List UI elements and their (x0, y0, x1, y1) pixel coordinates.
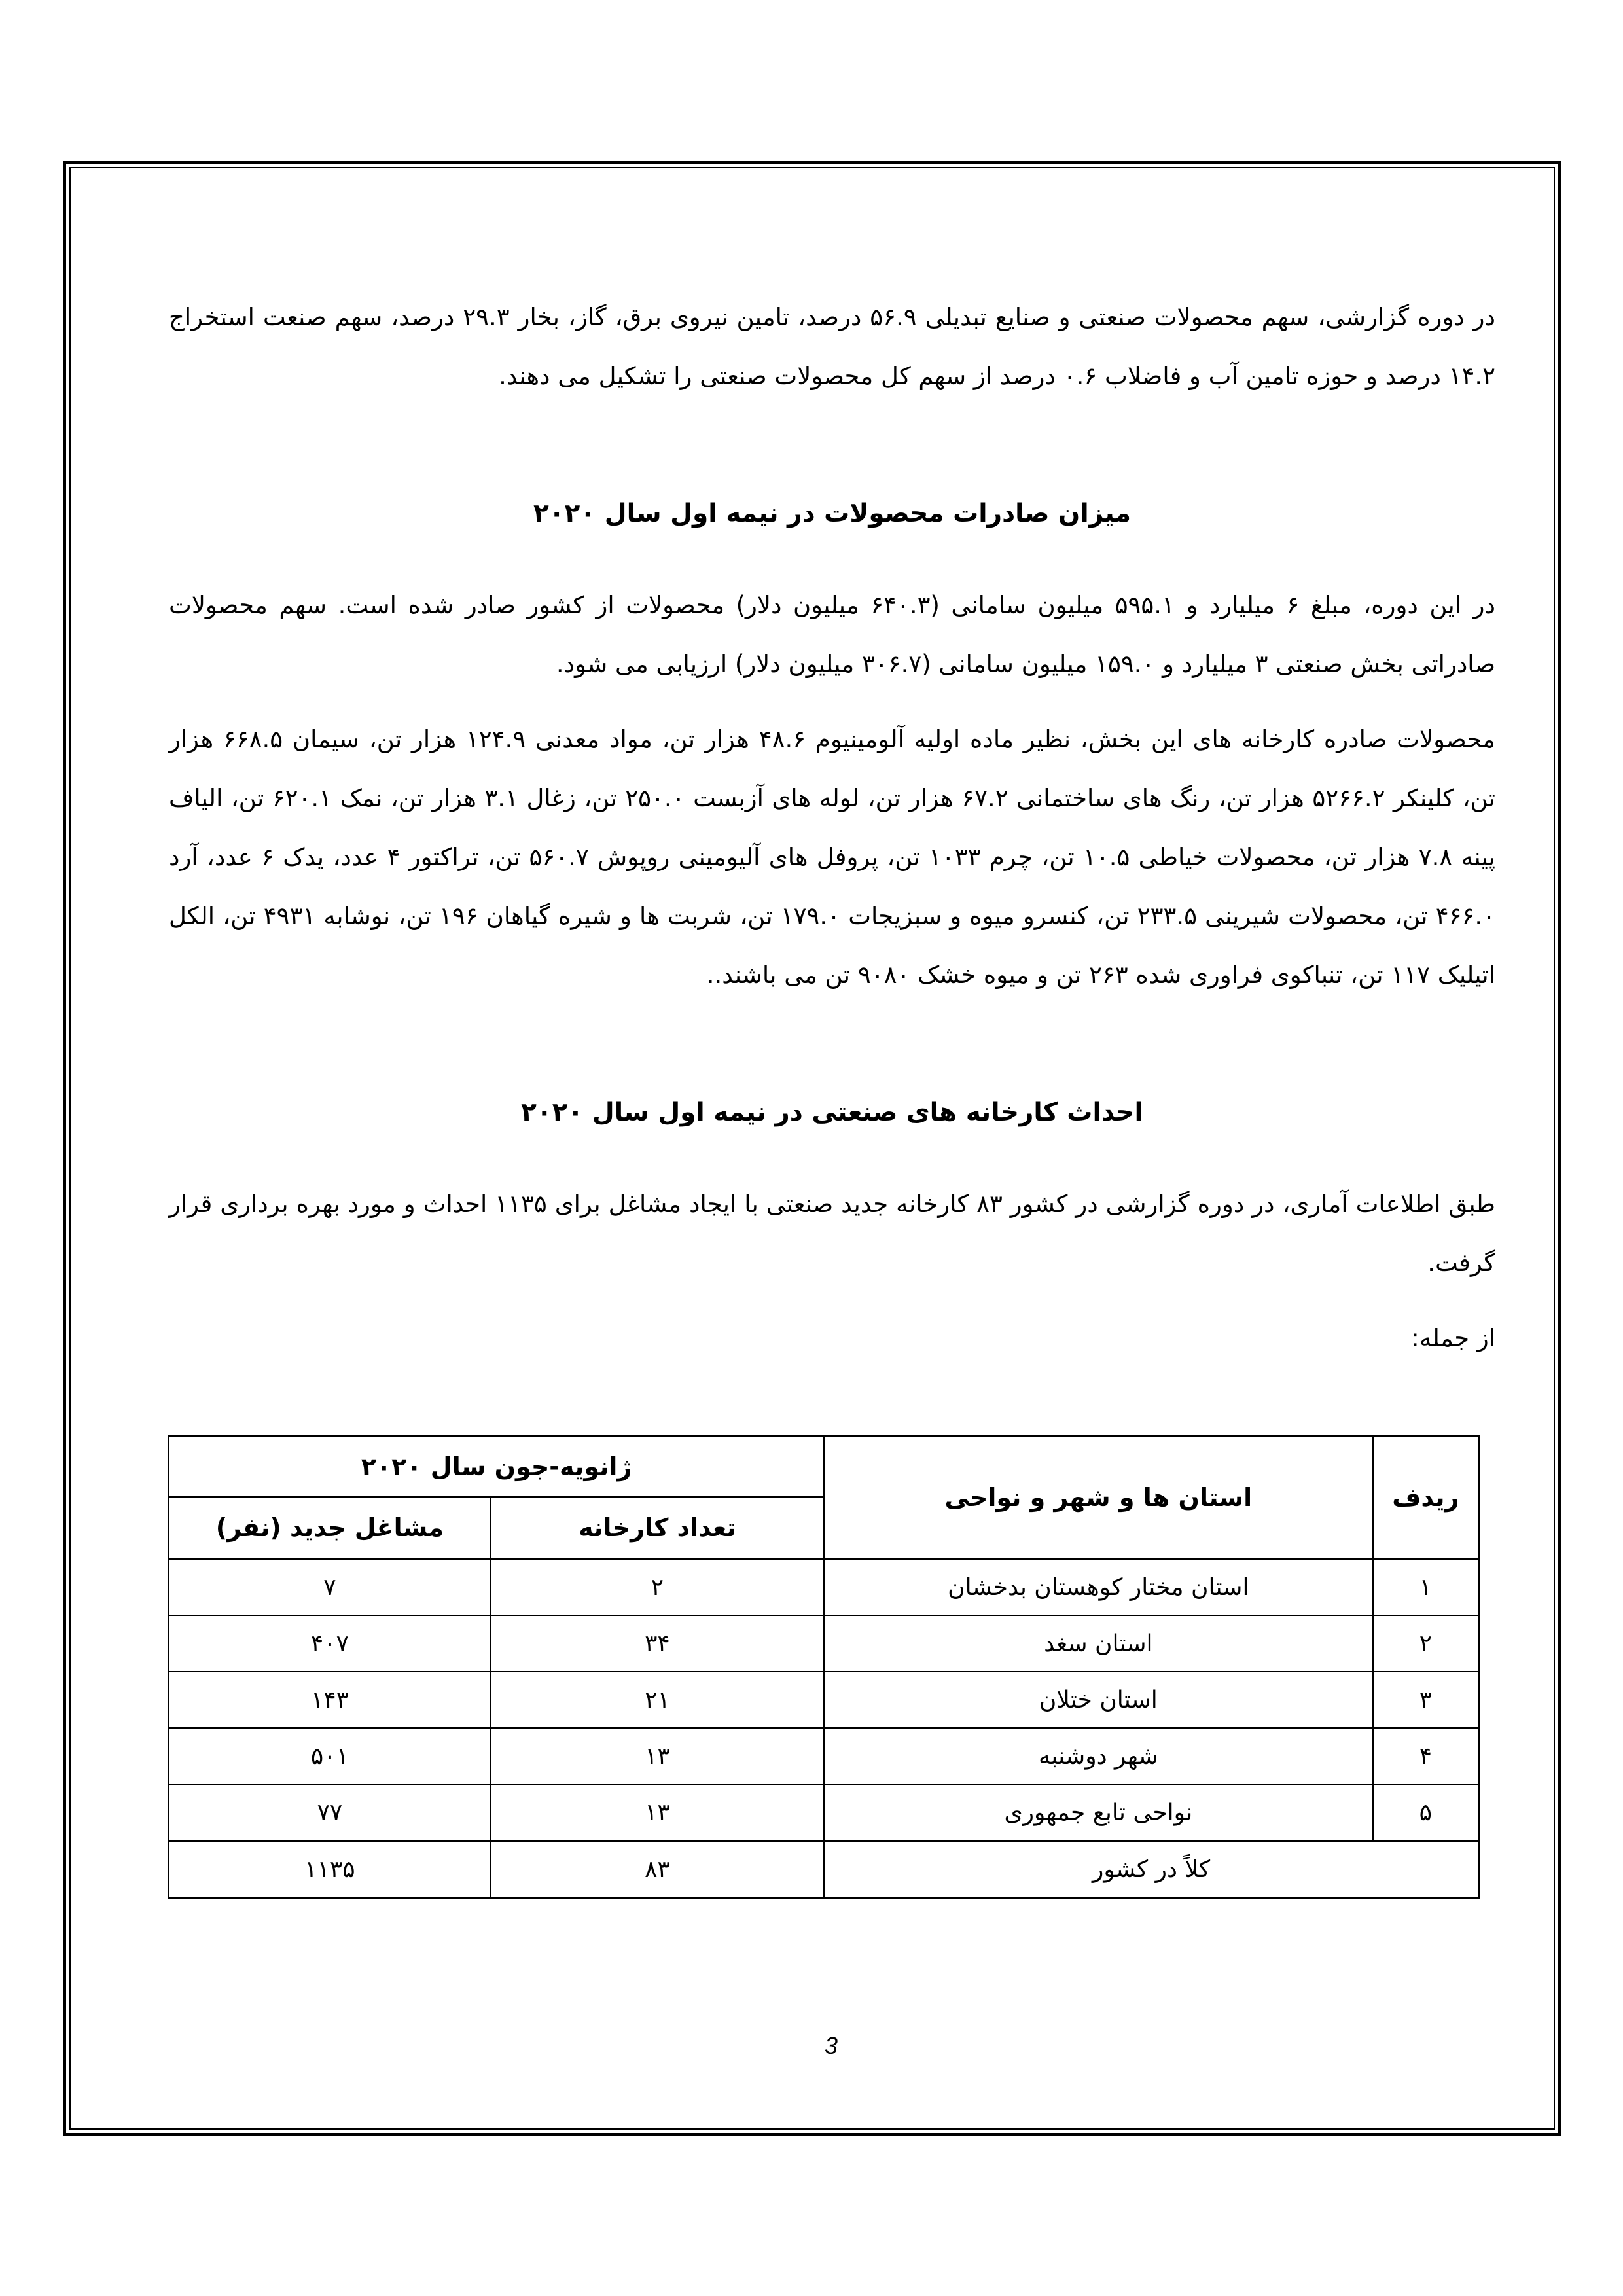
cell-factories: ۳۴ (491, 1615, 824, 1672)
cell-jobs: ۴۰۷ (169, 1615, 491, 1672)
cell-region: استان سغد (824, 1615, 1373, 1672)
paragraph-including: از جمله: (1411, 1324, 1495, 1352)
cell-jobs: ۷۷ (169, 1784, 491, 1841)
cell-jobs: ۷ (169, 1559, 491, 1616)
paragraph-export-products: محصولات صادره کارخانه های این بخش، نظیر ماده اولیه آلومینیوم ۴۸.۶ هزار تن، مواد معدنی ۱۲۴.۹ هزار تن، سیمان ۶۶۸.۵ هزار تن، کلینکر ۵۲۶۶.۲ هزار تن، رنگ های ساختمانی ۶۷.۲ هزار تن، لوله های آزبست ۲۵۰.۰ تن، زغال ۳.۱ هزار تن، نمک ۶۲۰.۱ تن، الیاف پینه ۷.۸ هزار تن، محصولات خیاطی ۱۰.۵ تن، چرم ۱۰۳۳ تن، پروفل های آلیومینی روپوش ۵۶۰.۷ تن، تراکتور ۴ عدد، یدک ۶ عدد، آرد ۴۶۶.۰ تن، محصولات شیرینی ۲۳۳.۵ تن، کنسرو میوه و سبزیجات ۱۷۹.۰ تن، شربت ها و شیره گیاهان ۱۹۶ تن، نوشابه ۴۹۳۱ تن، الکل اتیلیک ۱۱۷ تن، تنباکوی فراوری شده ۲۶۳ تن و میوه خشک ۹۰۸۰ تن می باشند.. (169, 725, 1495, 989)
cell-factories: ۱۳ (491, 1728, 824, 1784)
cell-region: استان ختلان (824, 1672, 1373, 1728)
header-radif: ریدف (1373, 1436, 1479, 1559)
cell-region: استان مختار کوهستان بدخشان (824, 1559, 1373, 1616)
cell-factories: ۲ (491, 1559, 824, 1616)
heading-exports: میزان صادرات محصولات در نیمه اول سال ۲۰۲۰ (533, 499, 1132, 528)
table-row (169, 1615, 1479, 1672)
cell-total-factories: ۸۳ (491, 1841, 824, 1898)
table-total-row (169, 1841, 1479, 1898)
cell-jobs: ۱۴۳ (169, 1672, 491, 1728)
page-number: 3 (824, 2032, 838, 2059)
header-period: ژانویه-جون سال ۲۰۲۰ (169, 1436, 825, 1498)
cell-region: شهر دوشنبه (824, 1728, 1373, 1784)
cell-radif: ۱ (1373, 1559, 1479, 1616)
paragraph-export-value: در این دوره، مبلغ ۶ میلیارد و ۵۹۵.۱ میلیون سامانی (۶۴۰.۳ میلیون دلار) محصولات از کشور صادر شده است. سهم محصولات صادراتی بخش صنعتی ۳ میلیارد و ۱۵۹.۰ میلیون سامانی (۳۰۶.۷ میلیون دلار) ارزیابی می شود. (169, 591, 1495, 678)
cell-total-jobs: ۱۱۳۵ (169, 1841, 491, 1898)
header-factory-count: تعداد کارخانه (491, 1497, 824, 1559)
cell-radif: ۵ (1373, 1784, 1479, 1841)
cell-radif: ۳ (1373, 1672, 1479, 1728)
cell-radif: ۴ (1373, 1728, 1479, 1784)
cell-region: نواحی تابع جمهوری (824, 1784, 1373, 1841)
table-row (169, 1784, 1479, 1841)
factories-table (168, 1435, 1480, 1899)
cell-total-label: کلاً در کشور (824, 1841, 1478, 1898)
paragraph-industrial-share: در دوره گزارشی، سهم محصولات صنعتی و صنایع تبدیلی ۵۶.۹ درصد، تامین نیروی برق، گاز، بخار ۲۹.۳ درصد، سهم صنعت استخراج ۱۴.۲ درصد و حوزه تامین آب و فاضلاب ۰.۶ درصد از سهم کل محصولات صنعتی را تشکیل می دهند. (169, 303, 1496, 390)
table-header-row (169, 1436, 1479, 1498)
table-row (169, 1672, 1479, 1728)
cell-factories: ۲۱ (491, 1672, 824, 1728)
paragraph-new-factories: طبق اطلاعات آماری، در دوره گزارشی در کشور ۸۳ کارخانه جدید صنعتی با ایجاد مشاغل برای ۱۱۳۵ احداث و مورد بهره برداری قرار گرفت. (169, 1190, 1495, 1277)
cell-radif: ۲ (1373, 1615, 1479, 1672)
table-row (169, 1559, 1479, 1616)
header-region: استان ها و شهر و نواحی (824, 1436, 1373, 1559)
cell-jobs: ۵۰۱ (169, 1728, 491, 1784)
header-new-jobs: مشاغل جدید (نفر) (169, 1497, 491, 1559)
table-row (169, 1728, 1479, 1784)
heading-new-factories: احداث کارخانه های صنعتی در نیمه اول سال ۲۰۲۰ (521, 1098, 1143, 1127)
cell-factories: ۱۳ (491, 1784, 824, 1841)
